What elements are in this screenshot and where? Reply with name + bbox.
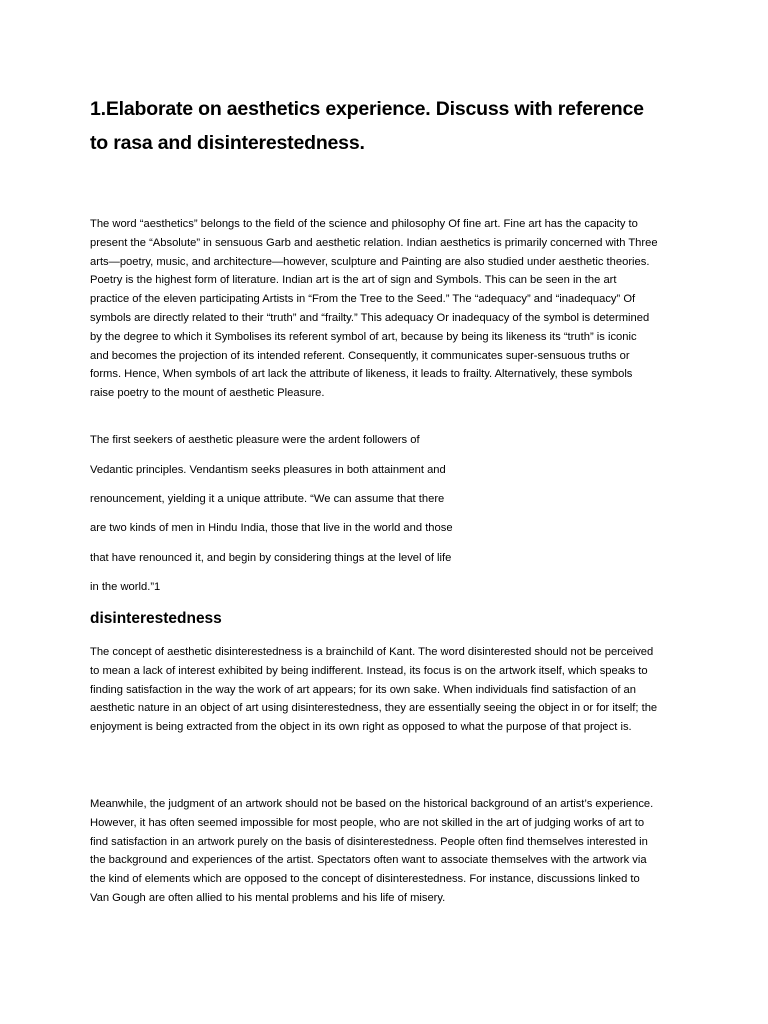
document-page bbox=[90, 92, 658, 904]
section-heading-disinterestedness: disinterestedness bbox=[90, 610, 222, 627]
quote-line: The first seekers of aesthetic pleasure were the ardent followers of bbox=[90, 434, 420, 446]
quote-line: that have renounced it, and begin by considering things at the level of life bbox=[90, 552, 452, 564]
quote-line: Vedantic principles. Vendantism seeks pleasures in both attainment and bbox=[90, 464, 446, 476]
quote-line: renouncement, yielding it a unique attribute. “We can assume that there bbox=[90, 493, 445, 505]
paragraph-disinterestedness: The concept of aesthetic disinterestedness is a brainchild of Kant. The word disinterested should not be perceived to mean a lack of interest exhibited by being indifferent. Instead, its focus is on the artwork itself, which speaks to finding satisfaction in the way the work of art appears; for its own sake. When individuals find satisfaction of an aesthetic nature in an object of art using disinterestedness, they are essentially seeing the object in or for itself; the enjoyment is being extracted from the object in its own right as opposed to what the purpose of that project is. bbox=[90, 646, 658, 734]
paragraph-aesthetics: The word “aesthetics” belongs to the field of the science and philosophy Of fine art. Fine art has the capacity to present the “Absolute” in sensuous Garb and aesthetic relation. Indian aesthetics is primarily concerned with Three arts—poetry, music, and architecture—however, sculpture and Painting are also studied under aesthetic theories. Poetry is the highest form of literature. Indian art is the art of sign and Symbols. This can be seen in the art practice of the eleven participating Artists in “From the Tree to the Seed.” The “adequacy” and “inadequacy” Of symbols are directly related to their “truth” and “frailty.” This adequacy Or inadequacy of the symbol is determined by the degree to which it Symbolises its referent symbol of art, because by being its likeness its “truth” is iconic and becomes the projection of its intended referent. Consequently, it communicates super-sensuous truths or forms. Hence, When symbols of art lack the attribute of likeness, it leads to frailty. Alternatively, these symbols raise poetry to the mount of aesthetic Pleasure. bbox=[90, 218, 658, 400]
quote-line: are two kinds of men in Hindu India, those that live in the world and those bbox=[90, 522, 453, 534]
quote-line: in the world.”1 bbox=[90, 581, 161, 593]
page-title: 1.Elaborate on aesthetics experience. Discuss with reference to rasa and disinterestedness. bbox=[90, 98, 644, 154]
paragraph-judgment: Meanwhile, the judgment of an artwork should not be based on the historical background of an artist’s experience. However, it has often seemed impossible for most people, who are not skilled in the art of judging works of art to find satisfaction in an artwork purely on the basis of disinterestedness. People often find themselves interested in the background and experiences of the artist. Spectators often want to associate themselves with the artwork via the kind of elements which are opposed to the concept of disinterestedness. For instance, discussions linked to Van Gough are often allied to his mental problems and his life of misery. bbox=[90, 798, 654, 904]
